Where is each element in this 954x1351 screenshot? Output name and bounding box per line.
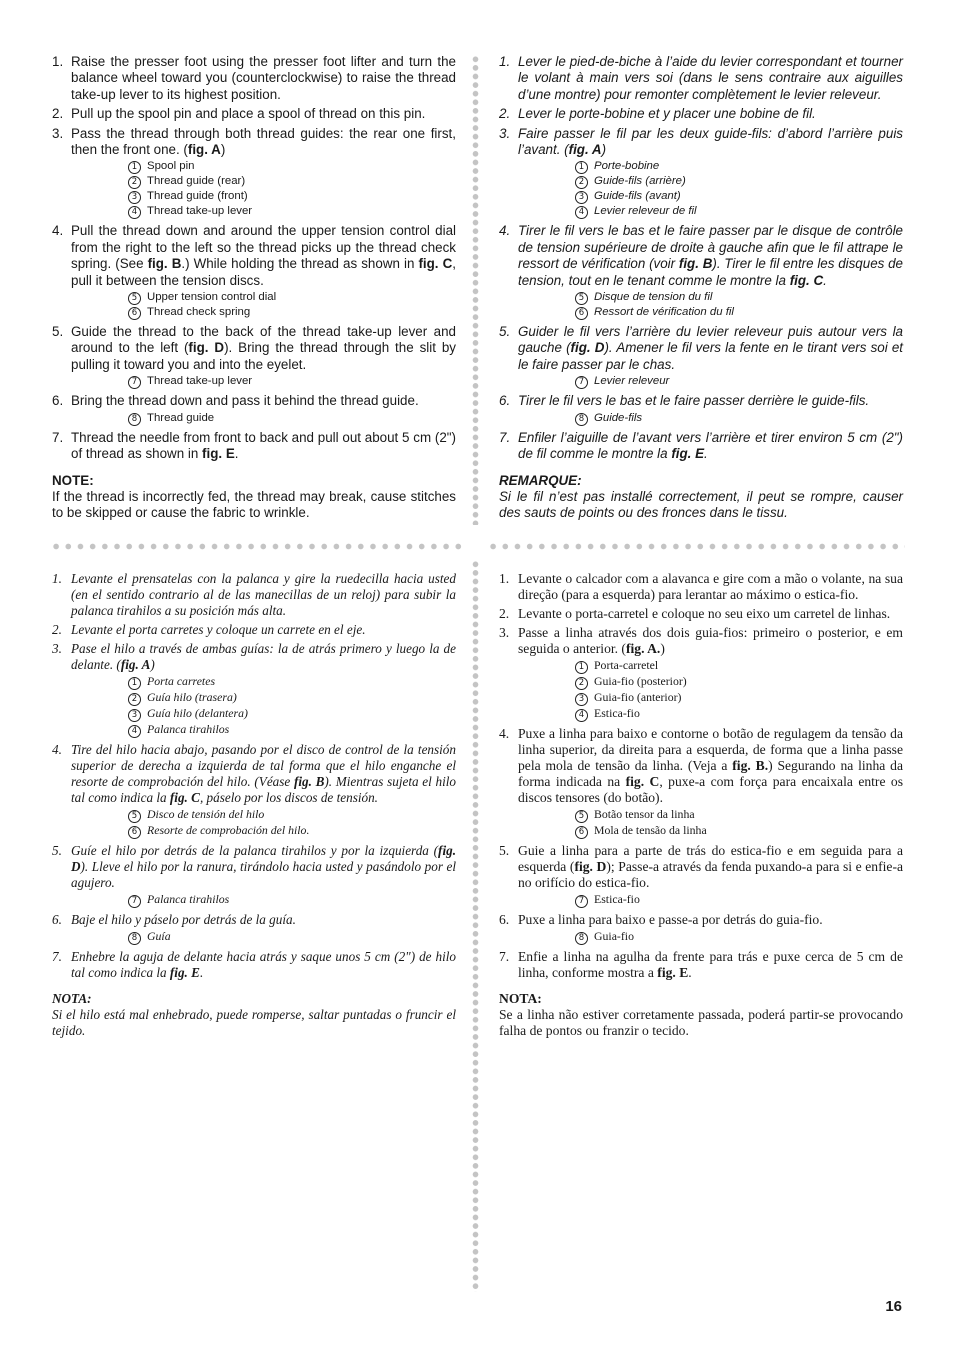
part-name: Porta carretes	[147, 674, 216, 688]
part-label	[575, 174, 903, 189]
circled-number-icon: 2	[575, 176, 588, 189]
step-text: Guide the thread to the back of the thread take-up lever and around to the left (fig. D). Bring the thread through the slit by pulling it toward you and into the eyelet.	[71, 324, 456, 372]
part-name: Upper tension control dial	[147, 291, 277, 304]
part-label	[575, 929, 903, 945]
part-name: Guía	[147, 929, 171, 943]
step-number: 5.	[499, 843, 510, 858]
part-label	[128, 290, 456, 305]
step-number: 7.	[52, 949, 62, 964]
part-name: Guía hilo (trasera)	[147, 690, 237, 704]
step-text: Levante el prensatelas con la palanca y gire la ruedecilla hacia usted (en el sentido contrario al de las manecillas de un reloj) para subir la palanca tirahilos a su posición más alta.	[71, 571, 456, 618]
circled-number-icon: 8	[128, 932, 141, 945]
circled-number-icon: 8	[575, 932, 588, 945]
step-text: Tirer le fil vers le bas et le faire passer derrière le guide-fils.	[518, 393, 870, 409]
parts-legend	[575, 807, 903, 839]
step-number: 6.	[52, 912, 62, 927]
part-label	[575, 159, 903, 174]
circled-number-icon: 1	[128, 677, 141, 690]
step-text: Bring the thread down and pass it behind the thread guide.	[71, 393, 419, 409]
part-name: Guide-fils	[594, 411, 643, 424]
circled-number-icon: 3	[575, 191, 588, 204]
part-label	[575, 189, 903, 204]
parts-legend	[575, 892, 903, 908]
step-text: Faire passer le fil par les deux guide-fils: d’abord l’arrière puis l’avant. (fig. A)	[518, 125, 903, 158]
part-name: Porta-carretel	[594, 658, 659, 672]
part-name: Guide-fils (avant)	[594, 190, 681, 203]
step-number: 6.	[499, 393, 511, 409]
part-label	[575, 807, 903, 823]
part-name: Resorte de comprobación del hilo.	[147, 823, 310, 837]
part-label	[128, 674, 456, 690]
vertical-dotted-divider-top	[472, 55, 479, 525]
circled-number-icon: 6	[128, 307, 141, 320]
parts-legend	[575, 411, 903, 426]
part-name: Palanca tirahilos	[147, 722, 230, 736]
part-name: Guia-fio (posterior)	[594, 674, 687, 688]
spanish-instructions	[52, 571, 456, 1039]
part-label	[128, 823, 456, 839]
step-number: 1.	[52, 54, 64, 69]
circled-number-icon: 1	[575, 161, 588, 174]
step-item	[52, 126, 456, 220]
step-item	[52, 622, 456, 638]
step-item	[52, 641, 456, 738]
step-item	[52, 54, 456, 103]
part-label	[575, 706, 903, 722]
step-text: Lever le pied-de-biche à l’aide du levier correspondant et tourner le volant à main vers soi (dans le sens contraire aux aiguilles d’une montre) pour remonter complètement le levier releveur.	[518, 54, 903, 102]
step-text: Puxe a linha para baixo e contorne o botão de regulagem da tensão da linha superior, da direita para a esquerda, de forma que a linha passe pela mola de tensão da linha. (Veja a fig. B.) Segurando na linha da forma indicada na fig. C, puxe-a com força para encaixala entre os discos tensores (do botão).	[518, 726, 903, 805]
step-item	[499, 106, 903, 122]
part-name: Thread take-up lever	[147, 375, 253, 388]
part-label	[128, 159, 456, 174]
part-name: Levier releveur de fil	[594, 205, 697, 218]
parts-legend	[128, 290, 456, 320]
circled-number-icon: 2	[128, 693, 141, 706]
part-label	[128, 411, 456, 426]
step-text: Lever le porte-bobine et y placer une bobine de fil.	[518, 106, 816, 122]
step-text: Puxe a linha para baixo e passe-a por detrás do guia-fio.	[518, 912, 823, 927]
circled-number-icon: 3	[575, 693, 588, 706]
step-list	[499, 54, 903, 463]
circled-number-icon: 4	[128, 206, 141, 219]
parts-legend	[575, 159, 903, 219]
step-item	[499, 324, 903, 389]
step-text: Pull up the spool pin and place a spool of thread on this pin.	[71, 106, 426, 122]
note-body: If the thread is incorrectly fed, the thread may break, cause stitches to be skipped or cause the fabric to wrinkle.	[52, 488, 456, 521]
step-number: 4.	[499, 223, 511, 239]
part-name: Disque de tension du fil	[594, 291, 713, 304]
step-item	[52, 106, 456, 122]
part-name: Disco de tensión del hilo	[147, 807, 265, 821]
circled-number-icon: 7	[128, 895, 141, 908]
step-item	[499, 625, 903, 722]
circled-number-icon: 8	[575, 413, 588, 426]
circled-number-icon: 7	[575, 376, 588, 389]
step-item	[499, 912, 903, 945]
part-name: Thread guide (rear)	[147, 175, 246, 188]
circled-number-icon: 4	[575, 206, 588, 219]
step-list	[499, 571, 903, 981]
step-number: 3.	[499, 125, 511, 141]
part-label	[575, 305, 903, 320]
horizontal-dotted-divider-right	[487, 543, 905, 550]
english-instructions	[52, 54, 456, 522]
circled-number-icon: 7	[128, 376, 141, 389]
step-item	[52, 393, 456, 425]
step-text: Enfiler l’aiguille de l’avant vers l’arrière et tirer environ 5 cm (2") de fil comme le montre la fig. E.	[518, 429, 903, 462]
step-item	[52, 949, 456, 981]
parts-legend	[575, 374, 903, 389]
parts-legend	[128, 374, 456, 389]
step-item	[499, 54, 903, 103]
step-text: Levante o calcador com a alavanca e gire com a mão o volante, na sua direção (para a esquerda) para lerantar ao máximo o estica-fio.	[518, 571, 903, 602]
step-item	[499, 726, 903, 839]
step-number: 6.	[499, 912, 510, 927]
note-title: NOTE:	[52, 472, 94, 488]
step-number: 1.	[499, 54, 511, 69]
step-text: Thread the needle from front to back and pull out about 5 cm (2") of thread as shown in fig. E.	[71, 429, 456, 462]
parts-legend	[128, 159, 456, 219]
step-text: Pass the thread through both thread guides: the rear one first, then the front one. (fig. A)	[71, 125, 456, 158]
parts-legend	[128, 892, 456, 908]
circled-number-icon: 2	[575, 677, 588, 690]
step-text: Baje el hilo y páselo por detrás de la guía.	[71, 912, 296, 927]
circled-number-icon: 5	[128, 292, 141, 305]
step-text: Levante o porta-carretel e coloque no seu eixo um carretel de linhas.	[518, 606, 891, 621]
step-number: 2.	[52, 622, 62, 637]
parts-legend	[128, 929, 456, 945]
part-name: Spool pin	[147, 160, 195, 173]
part-name: Levier releveur	[594, 375, 670, 388]
step-number: 7.	[499, 429, 511, 445]
part-label	[128, 305, 456, 320]
step-number: 3.	[499, 625, 510, 640]
parts-legend	[128, 674, 456, 738]
circled-number-icon: 7	[575, 895, 588, 908]
part-label	[128, 722, 456, 738]
part-name: Porte-bobine	[594, 160, 660, 173]
part-label	[128, 204, 456, 219]
circled-number-icon: 3	[128, 191, 141, 204]
step-text: Enfie a linha na agulha da frente para trás e puxe cerca de 5 cm de linha, conforme mostra a fig. E.	[518, 949, 903, 980]
circled-number-icon: 5	[575, 810, 588, 823]
part-label	[575, 674, 903, 690]
part-label	[128, 929, 456, 945]
step-number: 6.	[52, 393, 64, 409]
part-label	[575, 204, 903, 219]
step-text: Guider le fil vers l’arrière du levier releveur puis autour vers la gauche (fig. D). Amener le fil vers la fente en le tirant vers soi et le faire passer par le chas.	[518, 324, 903, 372]
step-list	[52, 54, 456, 463]
circled-number-icon: 3	[128, 709, 141, 722]
part-label	[128, 374, 456, 389]
part-label	[575, 658, 903, 674]
part-name: Botão tensor da linha	[594, 807, 695, 821]
step-text: Enhebre la aguja de delante hacia atrás y saque unos 5 cm (2") de hilo tal como indica la fig. E.	[71, 949, 456, 980]
step-item	[499, 843, 903, 908]
step-number: 3.	[52, 125, 64, 141]
part-name: Ressort de vérification du fil	[594, 306, 734, 319]
step-number: 5.	[52, 843, 62, 858]
part-label	[575, 823, 903, 839]
part-name: Thread guide	[147, 411, 215, 424]
step-text: Pase el hilo a través de ambas guías: la de atrás primero y luego la de delante. (fig. A)	[71, 641, 456, 672]
step-item	[499, 430, 903, 463]
step-text: Tire del hilo hacia abajo, pasando por el disco de control de la tensión superior de derecha a izquierda de tal forma que el hilo enganche el resorte de comprobación del hilo. (Véase fig. B). Mientras sujeta el hilo tal como indica la fig. C, páselo por los discos de tensión.	[71, 742, 457, 805]
step-number: 7.	[499, 949, 510, 964]
step-item	[52, 843, 456, 908]
parts-legend	[128, 807, 456, 839]
part-label	[128, 174, 456, 189]
circled-number-icon: 4	[575, 709, 588, 722]
circled-number-icon: 6	[575, 826, 588, 839]
note-body: Si le fil n’est pas installé correctement, il peut se rompre, causer des sauts de points ou des fronces dans le tissu.	[499, 488, 903, 521]
step-number: 2.	[52, 106, 64, 122]
step-number: 4.	[52, 742, 62, 757]
step-text: Guíe el hilo por detrás de la palanca tirahilos y por la izquierda (fig. D). Lleve el hilo por la ranura, tirándolo hacia usted y pasándolo por el agujero.	[71, 843, 456, 890]
step-item	[499, 393, 903, 425]
step-number: 5.	[52, 324, 64, 340]
french-instructions	[499, 54, 903, 522]
part-label	[128, 189, 456, 204]
part-label	[128, 807, 456, 823]
circled-number-icon: 2	[128, 176, 141, 189]
step-number: 2.	[499, 606, 510, 621]
vertical-dotted-divider-bottom	[472, 560, 479, 1292]
step-list	[52, 571, 456, 981]
part-name: Palanca tirahilos	[147, 892, 230, 906]
circled-number-icon: 5	[128, 810, 141, 823]
step-number: 4.	[499, 726, 510, 741]
note-title: NOTA:	[52, 991, 92, 1006]
step-item	[52, 742, 456, 839]
part-label	[575, 290, 903, 305]
step-item	[499, 606, 903, 622]
step-text: Guie a linha para a parte de trás do estica-fio e em seguida para a esquerda (fig. D); Passe-a através da fenda puxando-a para si e enfie-a no orifício do estica-fio.	[518, 843, 904, 890]
step-item	[52, 912, 456, 945]
parts-legend	[575, 658, 903, 722]
step-item	[499, 223, 903, 320]
step-item	[499, 571, 903, 603]
note-title: NOTA:	[499, 991, 542, 1006]
note-body: Si el hilo está mal enhebrado, puede romperse, saltar puntadas o fruncir el tejido.	[52, 1007, 456, 1038]
circled-number-icon: 6	[575, 307, 588, 320]
part-name: Mola de tensão da linha	[594, 823, 707, 837]
step-item	[52, 324, 456, 389]
portuguese-instructions	[499, 571, 903, 1039]
step-item	[499, 949, 903, 981]
step-item	[52, 223, 456, 320]
step-number: 2.	[499, 106, 511, 122]
note-body: Se a linha não estiver corretamente passada, poderá partir-se provocando falha de pontos ou franzir o tecido.	[499, 1007, 903, 1038]
step-item	[52, 430, 456, 463]
step-number: 1.	[52, 571, 62, 586]
step-number: 5.	[499, 324, 511, 340]
parts-legend	[128, 411, 456, 426]
part-name: Guía hilo (delantera)	[147, 706, 248, 720]
step-number: 1.	[499, 571, 510, 586]
part-name: Thread check spring	[147, 306, 251, 319]
note-title: REMARQUE:	[499, 472, 582, 488]
horizontal-dotted-divider-left	[50, 543, 465, 550]
step-number: 4.	[52, 223, 64, 239]
circled-number-icon: 6	[128, 826, 141, 839]
step-text: Levante el porta carretes y coloque un carrete en el eje.	[71, 622, 366, 637]
part-name: Guia-fio (anterior)	[594, 690, 682, 704]
step-text: Pull the thread down and around the upper tension control dial from the right to the left so the thread picks up the thread check spring. (See fig. B.) While holding the thread as shown in fig. C, pull it between the tension discs.	[71, 223, 456, 288]
parts-legend	[575, 290, 903, 320]
part-label	[575, 690, 903, 706]
step-text: Tirer le fil vers le bas et le faire passer par le disque de contrôle de tension supérieure de droite à gauche afin que le fil attrape le ressort de vérification (voir fig. B). Tirer le fil entre les disques de tension, tout en le tenant comme le montre la fig. C.	[518, 223, 903, 288]
step-text: Raise the presser foot using the presser foot lifter and turn the balance wheel toward you (counterclockwise) to raise the thread take-up lever to its highest position.	[71, 54, 456, 102]
part-name: Guide-fils (arrière)	[594, 175, 686, 188]
part-label	[575, 892, 903, 908]
step-number: 3.	[52, 641, 62, 656]
circled-number-icon: 5	[575, 292, 588, 305]
part-label	[128, 706, 456, 722]
step-item	[499, 126, 903, 220]
step-number: 7.	[52, 429, 64, 445]
part-name: Thread take-up lever	[147, 205, 253, 218]
part-name: Guia-fio	[594, 929, 634, 943]
part-label	[128, 892, 456, 908]
circled-number-icon: 8	[128, 413, 141, 426]
step-item	[52, 571, 456, 619]
part-name: Estica-fio	[594, 706, 640, 720]
part-label	[128, 690, 456, 706]
part-name: Thread guide (front)	[147, 190, 248, 203]
circled-number-icon: 1	[128, 161, 141, 174]
parts-legend	[575, 929, 903, 945]
page-number: 16	[885, 1298, 902, 1315]
part-label	[575, 374, 903, 389]
circled-number-icon: 4	[128, 725, 141, 738]
part-label	[575, 411, 903, 426]
step-text: Passe a linha através dos dois guia-fios: primeiro o posterior, e em seguida o anterior. (fig. A.)	[518, 625, 903, 656]
part-name: Estica-fio	[594, 892, 640, 906]
circled-number-icon: 1	[575, 661, 588, 674]
